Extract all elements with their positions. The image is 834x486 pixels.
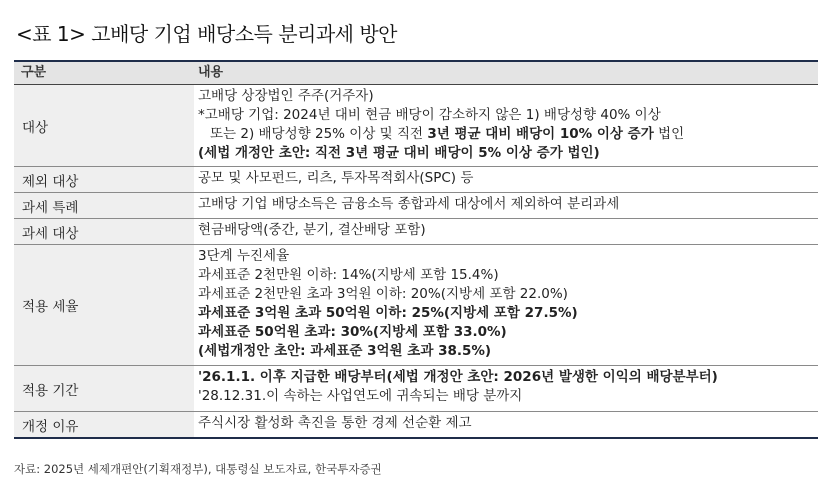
content-line [198, 125, 818, 144]
table-row [14, 193, 818, 219]
content-text-bold: (세법 개정안 초안: 직전 3년 평균 대비 배당이 5% 이상 증가 법인) [198, 145, 600, 161]
content-line [198, 368, 818, 387]
row-label: 개정 이유 [14, 412, 194, 437]
row-content [194, 85, 818, 166]
content-line [198, 387, 818, 406]
content-line [198, 285, 818, 304]
row-content [194, 245, 818, 365]
content-text: 3단계 누진세율 [198, 248, 290, 264]
content-text: 또는 2) 배당성향 25% 이상 및 직전 [210, 126, 428, 142]
content-text-bold: 과세표준 50억원 초과: 30%(지방세 포함 33.0%) [198, 324, 507, 340]
row-label: 과세 특례 [14, 193, 194, 218]
content-text: 과세표준 2천만원 이하: 14%(지방세 포함 15.4%) [198, 267, 499, 283]
content-line [198, 323, 818, 342]
row-content [194, 193, 818, 218]
content-text: 과세표준 2천만원 초과 3억원 이하: 20%(지방세 포함 22.0%) [198, 286, 568, 302]
row-content [194, 219, 818, 244]
policy-table [14, 60, 818, 439]
content-line [198, 195, 818, 214]
content-line [198, 144, 818, 163]
content-text: 주식시장 활성화 촉진을 통한 경제 선순환 제고 [198, 415, 472, 431]
content-line [198, 266, 818, 285]
table-row [14, 245, 818, 366]
table-row [14, 366, 818, 412]
content-text: 고배당 상장법인 주주(거주자) [198, 88, 374, 104]
table-header [14, 62, 818, 85]
table-row [14, 219, 818, 245]
table-row [14, 85, 818, 167]
row-content [194, 167, 818, 192]
header-content: 내용 [198, 65, 224, 80]
source-note: 자료: 2025년 세제개편안(기획재정부), 대통령실 보도자료, 한국투자증권 [14, 462, 382, 476]
content-line [198, 304, 818, 323]
table-row [14, 167, 818, 193]
row-label: 과세 대상 [14, 219, 194, 244]
content-text: 현금배당액(중간, 분기, 결산배당 포함) [198, 222, 426, 238]
row-label: 적용 기간 [14, 366, 194, 411]
content-line [198, 414, 818, 433]
row-content [194, 412, 818, 437]
content-line [198, 221, 818, 240]
content-text: 공모 및 사모펀드, 리츠, 투자목적회사(SPC) 등 [198, 170, 474, 186]
content-text: 법인 [653, 126, 685, 142]
row-label: 대상 [14, 85, 194, 166]
row-label: 제외 대상 [14, 167, 194, 192]
header-category: 구분 [21, 65, 47, 80]
content-line [198, 169, 818, 188]
table-title: <표 1> 고배당 기업 배당소득 분리과세 방안 [16, 22, 398, 46]
content-text: *고배당 기업: 2024년 대비 현금 배당이 감소하지 않은 1) 배당성향 40% 이상 [198, 107, 661, 123]
row-label: 적용 세율 [14, 245, 194, 365]
content-line [198, 106, 818, 125]
content-text: '28.12.31.이 속하는 사업연도에 귀속되는 배당 분까지 [198, 388, 523, 404]
row-content [194, 366, 818, 411]
content-line [198, 87, 818, 106]
content-text-bold: 3년 평균 대비 배당이 10% 이상 증가 [427, 126, 654, 142]
table-row [14, 412, 818, 437]
content-line [198, 342, 818, 361]
content-text-bold: '26.1.1. 이후 지급한 배당부터(세법 개정안 초안: 2026년 발생한 이익의 배당분부터) [198, 369, 718, 385]
content-text-bold: 과세표준 3억원 초과 50억원 이하: 25%(지방세 포함 27.5%) [198, 305, 578, 321]
content-text-bold: (세법개정안 초안: 과세표준 3억원 초과 38.5%) [198, 343, 492, 359]
content-text: 고배당 기업 배당소득은 금융소득 종합과세 대상에서 제외하여 분리과세 [198, 196, 620, 212]
content-line [198, 247, 818, 266]
